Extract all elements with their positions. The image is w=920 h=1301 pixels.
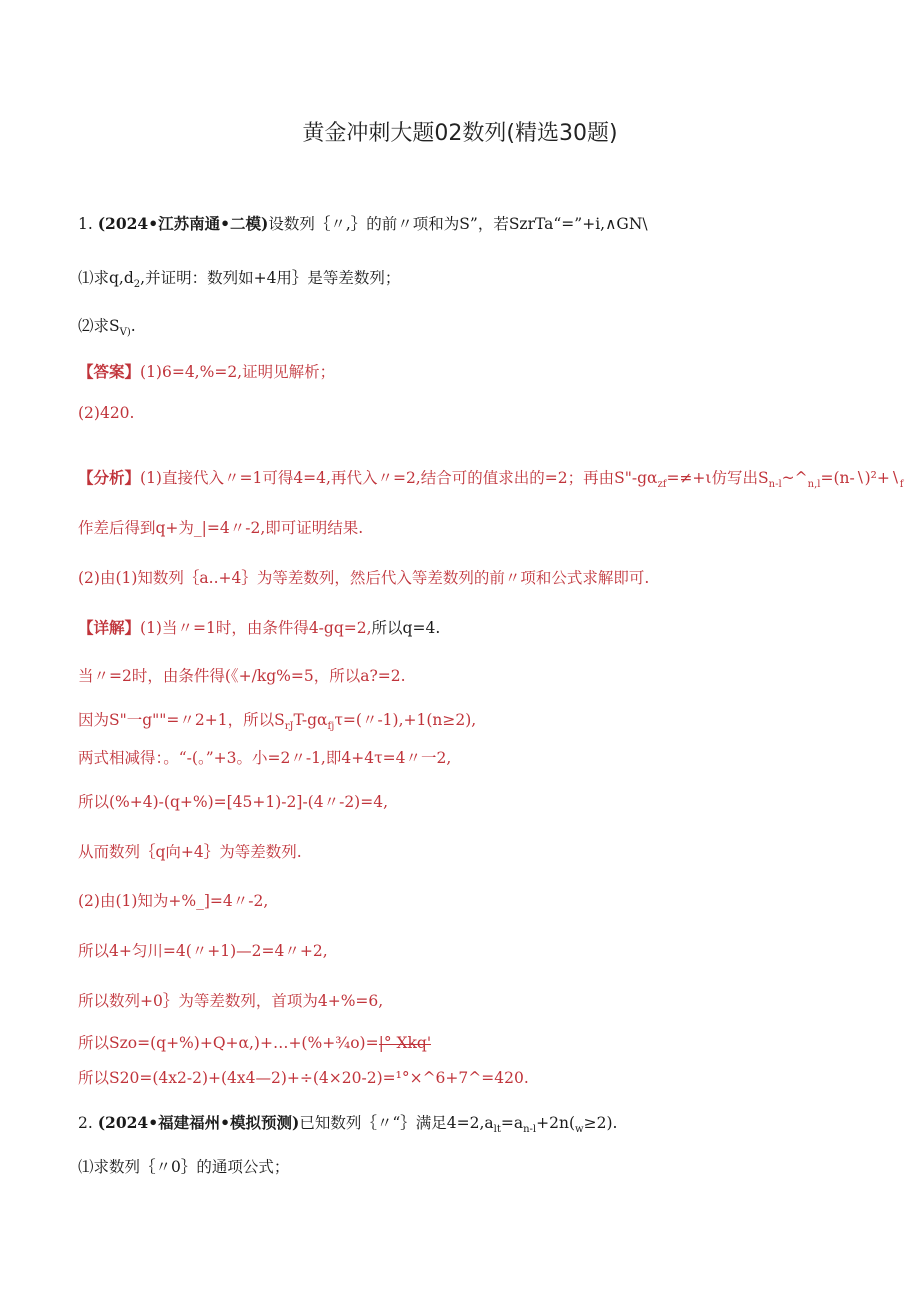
text-run: n-l <box>768 479 782 491</box>
text-run: 当〃=2时，由条件得(《+/kg%=5，所以a?=2. <box>78 667 406 685</box>
text-line <box>78 941 328 961</box>
text-run: 所以4+匀川=4(〃+1)—2=4〃+2, <box>78 942 328 960</box>
text-line <box>78 268 400 295</box>
text-run: n-l <box>523 1124 537 1136</box>
text-line <box>78 403 134 423</box>
text-line <box>78 1113 617 1140</box>
text-run: (2)由(1)知为+%_]=4〃-2, <box>78 892 269 910</box>
text-run: (2024•福建福州•模拟预测) <box>97 1113 300 1132</box>
text-line <box>78 1068 529 1088</box>
text-run: 作差后得到q+为_|=4〃-2,即可证明结果. <box>78 519 364 537</box>
text-run: =≠+ι仿写出S <box>666 469 769 487</box>
text-line <box>78 618 440 638</box>
text-run: ~^ <box>781 469 808 487</box>
text-run: rJ <box>284 721 294 733</box>
text-run: 已知数列｛〃“｝满足4=2,a <box>299 1114 494 1132</box>
text-run: 【详解】 <box>78 618 141 637</box>
text-run: ≥2). <box>583 1114 618 1132</box>
text-run: ,并证明：数列如+4用｝是等差数列； <box>140 269 401 287</box>
page-title: 黄金冲刺大题02数列(精选30题) <box>302 121 618 146</box>
text-line <box>78 710 476 737</box>
text-run: =a <box>500 1114 524 1132</box>
text-run: 设数列｛〃,｝的前〃项和为S”，若SzrTa“=”+i,∧GN\ <box>268 215 648 233</box>
text-run: . <box>130 317 136 335</box>
text-run: +2n( <box>536 1114 576 1132</box>
text-run: zf <box>657 479 667 491</box>
text-line <box>78 792 388 812</box>
text-run: 两式相减得：。“-(。”+3。小=2〃-1,即4+4τ=4〃一2, <box>78 749 452 767</box>
text-run: 【分析】 <box>78 468 141 487</box>
text-run: 证明见解析； <box>242 363 336 381</box>
text-run: 所以S20=(4x2-2)+(4x4—2)+÷(4×20-2)=¹°×^6+7^=420. <box>78 1069 529 1087</box>
text-line <box>78 316 136 343</box>
text-run: 从而数列｛q向+4｝为等差数列. <box>78 843 302 861</box>
text-line <box>78 748 451 768</box>
text-run: (1)当〃=1时，由条件得4-gq=2, <box>140 619 372 637</box>
text-line <box>78 362 335 382</box>
text-line <box>78 1033 431 1053</box>
text-line <box>78 468 903 495</box>
text-line <box>78 568 649 588</box>
text-run: (2024•江苏南通•二模) <box>97 214 269 233</box>
text-run: 所以数列+0｝为等差数列，首项为4+%=6, <box>78 992 384 1010</box>
text-run: n,l <box>807 479 821 491</box>
text-run: 2 <box>133 279 141 291</box>
text-run: (2)由(1)知数列｛a..+4｝为等差数列，然后代入等差数列的前〃项和公式求解即可. <box>78 569 650 587</box>
text-line <box>78 666 406 686</box>
text-run: lt <box>493 1124 501 1136</box>
text-line <box>78 842 302 862</box>
text-run: V) <box>119 327 131 339</box>
text-run: 所以q=4. <box>371 619 441 637</box>
text-run: 因为S"一g""=〃2+1，所以S <box>78 711 285 729</box>
text-run: ⑵求S <box>78 317 120 335</box>
text-run: ⑴求q,d <box>78 269 134 287</box>
text-run: 所以(%+4)-(q+%)=[45+1)-2]-(4〃-2)=4, <box>78 793 389 811</box>
text-run: 1. <box>78 215 98 233</box>
text-run: τ=(〃-1),+1(n≥2), <box>334 711 477 729</box>
text-run: (1)直接代入〃=1可得4=4,再代入〃=2,结合可的值求出的=2；再由S"-gα <box>140 469 658 487</box>
text-run: T-gα <box>293 711 328 729</box>
text-line <box>78 518 363 538</box>
text-run: 所以Szo=(q+%)+Q+α,)+…+(%+¾o)= <box>78 1034 379 1052</box>
text-run: ⑴求数列｛〃0｝的通项公式； <box>78 1158 290 1176</box>
text-run: (2)420. <box>78 404 135 422</box>
text-run: f <box>899 479 904 491</box>
text-line <box>78 1157 289 1177</box>
text-run: |° Xkq' <box>378 1034 432 1052</box>
text-line <box>78 991 383 1011</box>
text-line <box>78 214 648 234</box>
text-run: fj <box>327 721 335 733</box>
text-run: 【答案】 <box>78 362 141 381</box>
text-line <box>78 891 268 911</box>
text-run: =(n-∖)²+∖ <box>820 469 900 487</box>
text-run: 2. <box>78 1114 98 1132</box>
text-run: (1)6=4,%=2, <box>140 363 243 381</box>
text-run: w <box>575 1124 584 1136</box>
